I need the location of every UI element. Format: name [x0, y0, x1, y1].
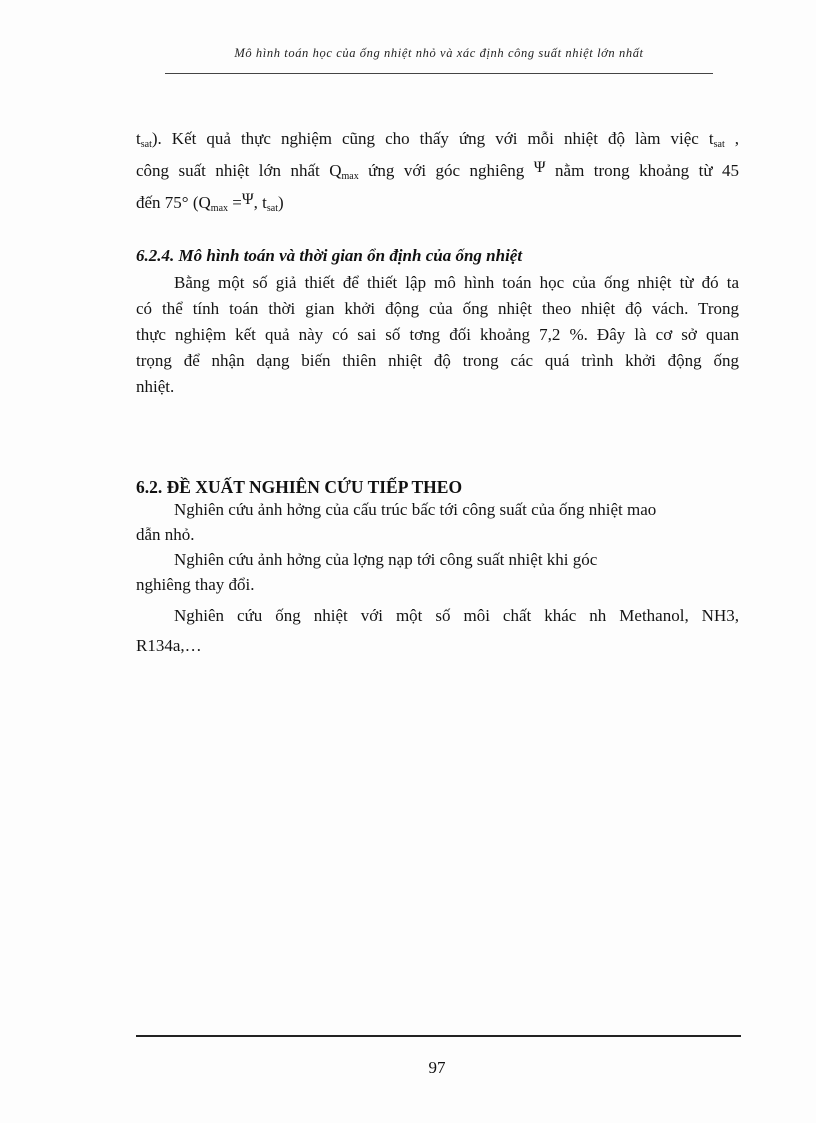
page-number: 97 — [428, 1058, 446, 1077]
paragraph-line: Bằng một số giả thiết để thiết lập mô hình toán học của ống nhiệt từ đó ta — [174, 273, 739, 292]
list-item-2-line-1: Nghiên cứu ảnh hởng của lợng nạp tới công suất nhiệt khi góc — [174, 550, 598, 569]
section-62-heading: 6.2. ĐỀ XUẤT NGHIÊN CỨU TIẾP THEO — [136, 477, 463, 497]
paragraph-line: nhiệt. — [136, 377, 175, 396]
list-item-1-line-1: Nghiên cứu ảnh hởng của cấu trúc bấc tới công suất của ống nhiệt mao — [174, 500, 657, 519]
list-item-3-line-1: Nghiên cứu ống nhiệt với một số môi chất khác nh Methanol, NH3, — [174, 606, 739, 625]
psi-symbol: Ψ — [533, 159, 546, 176]
section-62-list — [136, 497, 726, 597]
section-624-paragraph — [136, 270, 739, 400]
paragraph-line: thực nghiệm kết quả này có sai số tơng đối khoảng 7,2 %. Đây là cơ sở quan — [136, 325, 739, 344]
intro-line-3: đến 75° ($Q_{max} =\Psi$, $t_{sat}$) — [136, 191, 284, 214]
list-item-2-line-2: nghiêng thay đổi. — [136, 575, 255, 594]
list-item-1-line-2: dẫn nhỏ. — [136, 525, 195, 544]
psi-symbol: Ψ — [241, 191, 254, 208]
section-62-list-cont — [136, 601, 739, 661]
intro-line-1: $t_{sat}$). Kết quả thực nghiệm cũng cho thấy ứng với mỗi nhiệt độ làm việc $t_{sat}$ , — [136, 129, 740, 150]
list-item-3-line-2: R134a,… — [136, 636, 202, 655]
paragraph-line: trọng để nhận dạng biến thiên nhiệt độ trong các quá trình khởi động ống — [136, 351, 739, 370]
header-rule — [165, 73, 713, 74]
running-header: Mô hình toán học của ống nhiệt nhỏ và xác định công suất nhiệt lớn nhất — [234, 46, 644, 60]
section-624-heading: 6.2.4. Mô hình toán và thời gian ổn định của ống nhiệt — [136, 246, 523, 265]
intro-paragraph — [136, 126, 739, 215]
intro-line-2: công suất nhiệt lớn nhất $Q_{max}$ ứng với góc nghiêng Ψ nằm trong khoảng từ 45 — [136, 159, 739, 182]
paragraph-line: có thể tính toán thời gian khởi động của ống nhiệt theo nhiệt độ vách. Trong — [136, 299, 739, 318]
footer-rule — [136, 1035, 741, 1037]
